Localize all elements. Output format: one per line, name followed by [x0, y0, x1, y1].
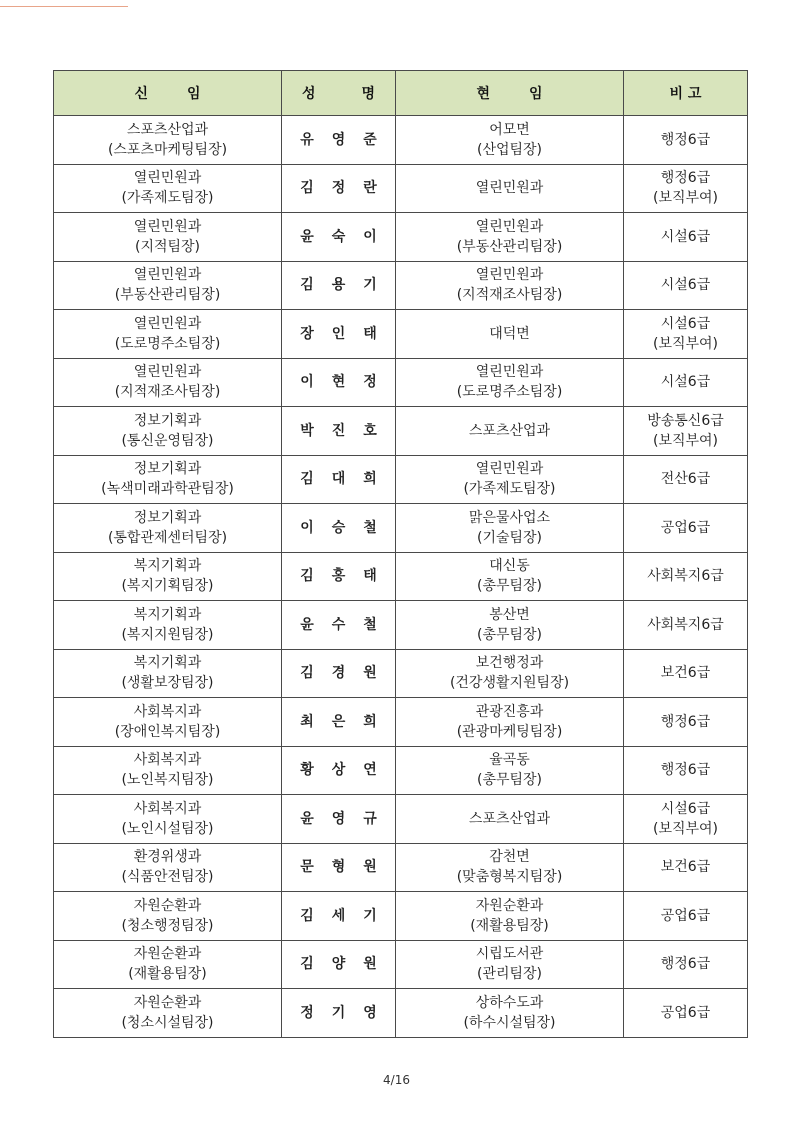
cell-note-line-1: 공업6급: [660, 519, 711, 536]
cell-current-post: [396, 358, 624, 407]
table-row: [54, 601, 748, 650]
cell-current-post: [396, 698, 624, 747]
cell-name: [282, 407, 396, 456]
cell-current-post-line-1: 봉산면: [489, 606, 530, 623]
cell-new-post: [54, 940, 282, 989]
table-row: [54, 698, 748, 747]
table-row: [54, 795, 748, 844]
cell-note-line-1: 행정6급: [660, 131, 711, 148]
person-name: 김양원: [300, 956, 395, 973]
cell-name: [282, 698, 396, 747]
header-name-part-b: 명: [361, 86, 375, 102]
person-name: 김정란: [300, 180, 395, 197]
cell-new-post-line-2: (지적팀장): [134, 238, 201, 255]
cell-current-post: [396, 213, 624, 262]
cell-note: [624, 843, 748, 892]
cell-current-post-line-2: (가족제도팀장): [463, 481, 556, 498]
cell-name: [282, 504, 396, 553]
cell-current-post-line-1: 열린민원과: [475, 180, 544, 197]
cell-new-post-line-2: (통합관제센터팀장): [107, 529, 228, 546]
cell-name: [282, 261, 396, 310]
person-name: 윤수철: [300, 616, 395, 633]
cell-current-post: [396, 649, 624, 698]
cell-current-post-line-2: (재활용팀장): [470, 917, 549, 934]
person-name: 김용기: [300, 277, 395, 294]
table-row: [54, 940, 748, 989]
cell-new-post: [54, 552, 282, 601]
cell-current-post-line-1: 열린민원과: [475, 461, 544, 478]
cell-note-line-1: 보건6급: [660, 859, 711, 876]
cell-current-post: [396, 601, 624, 650]
cell-note-line-1: 행정6급: [660, 956, 711, 973]
cell-current-post-line-1: 시립도서관: [475, 946, 544, 963]
cell-current-post-line-1: 보건행정과: [475, 655, 544, 672]
table-row: [54, 310, 748, 359]
person-name: 이승철: [300, 519, 395, 536]
cell-new-post: [54, 116, 282, 165]
cell-new-post: [54, 746, 282, 795]
cell-new-post: [54, 261, 282, 310]
cell-name: [282, 649, 396, 698]
cell-name: [282, 843, 396, 892]
table-row: [54, 843, 748, 892]
cell-current-post-line-2: (총무팀장): [476, 578, 543, 595]
cell-current-post: [396, 164, 624, 213]
cell-current-post-line-2: (총무팀장): [476, 772, 543, 789]
cell-new-post-line-1: 사회복지과: [133, 752, 202, 769]
cell-new-post: [54, 407, 282, 456]
cell-new-post-line-2: (노인시설팀장): [121, 820, 214, 837]
cell-name: [282, 892, 396, 941]
cell-new-post-line-2: (재활용팀장): [128, 966, 207, 983]
cell-note-line-1: 시설6급: [660, 800, 711, 817]
person-name: 김대희: [300, 471, 395, 488]
cell-note: [624, 213, 748, 262]
cell-note: [624, 552, 748, 601]
cell-new-post-line-1: 정보기획과: [133, 461, 202, 478]
cell-new-post-line-2: (복지기획팀장): [121, 578, 214, 595]
cell-new-post-line-2: (청소시설팀장): [121, 1014, 214, 1031]
cell-note-line-1: 사회복지6급: [647, 568, 724, 585]
cell-name: [282, 213, 396, 262]
table-row: [54, 455, 748, 504]
cell-name: [282, 164, 396, 213]
cell-current-post: [396, 843, 624, 892]
cell-new-post-line-1: 자원순환과: [133, 897, 202, 914]
cell-note-line-1: 시설6급: [660, 228, 711, 245]
cell-current-post-line-2: (관광마케팅팀장): [456, 723, 563, 740]
table-row: [54, 164, 748, 213]
table-row: [54, 116, 748, 165]
cell-new-post-line-1: 사회복지과: [133, 800, 202, 817]
cell-new-post-line-2: (식품안전팀장): [121, 869, 214, 886]
cell-note: [624, 892, 748, 941]
cell-new-post: [54, 649, 282, 698]
cell-name: [282, 940, 396, 989]
cell-current-post: [396, 504, 624, 553]
cell-new-post-line-2: (부동산관리팀장): [114, 287, 221, 304]
cell-name: [282, 552, 396, 601]
cell-new-post-line-2: (스포츠마케팅팀장): [107, 141, 228, 158]
cell-new-post-line-1: 환경위생과: [133, 849, 202, 866]
cell-current-post-line-2: (도로명주소팀장): [456, 384, 563, 401]
person-name: 김홍태: [300, 568, 395, 585]
cell-new-post: [54, 504, 282, 553]
cell-current-post: [396, 746, 624, 795]
cell-new-post-line-2: (녹색미래과학관팀장): [101, 481, 234, 498]
cell-note-line-1: 시설6급: [660, 277, 711, 294]
table-header-row: [54, 71, 748, 116]
cell-new-post-line-1: 정보기획과: [133, 412, 202, 429]
cell-name: [282, 310, 396, 359]
corner-mark-line: [0, 6, 128, 7]
cell-new-post: [54, 892, 282, 941]
header-current-post: 현 임: [396, 71, 624, 116]
person-name: 김세기: [300, 907, 395, 924]
table-body: [54, 116, 748, 1038]
cell-name: [282, 358, 396, 407]
cell-note: [624, 116, 748, 165]
cell-new-post-line-1: 열린민원과: [133, 218, 202, 235]
personnel-table: [53, 70, 748, 1038]
cell-current-post: [396, 310, 624, 359]
cell-current-post-line-1: 열린민원과: [475, 218, 544, 235]
cell-current-post-line-1: 율곡동: [489, 752, 530, 769]
cell-note-line-1: 행정6급: [660, 762, 711, 779]
cell-current-post: [396, 261, 624, 310]
cell-new-post-line-2: (가족제도팀장): [121, 190, 214, 207]
cell-new-post-line-2: (생활보장팀장): [121, 675, 214, 692]
cell-new-post: [54, 164, 282, 213]
cell-note: [624, 795, 748, 844]
cell-new-post-line-1: 복지기획과: [133, 558, 202, 575]
cell-note-line-1: 시설6급: [660, 315, 711, 332]
table-row: [54, 746, 748, 795]
cell-current-post-line-2: (총무팀장): [476, 626, 543, 643]
cell-new-post-line-2: (통신운영팀장): [121, 432, 214, 449]
cell-current-post: [396, 552, 624, 601]
cell-new-post-line-1: 열린민원과: [133, 170, 202, 187]
cell-name: [282, 795, 396, 844]
cell-current-post: [396, 989, 624, 1038]
cell-note-line-1: 공업6급: [660, 907, 711, 924]
cell-note-line-1: 공업6급: [660, 1004, 711, 1021]
cell-current-post-line-1: 열린민원과: [475, 364, 544, 381]
cell-note-line-2: (보직부여): [652, 335, 719, 352]
cell-new-post: [54, 843, 282, 892]
cell-new-post-line-1: 열린민원과: [133, 364, 202, 381]
person-name: 정기영: [300, 1004, 395, 1021]
cell-new-post: [54, 795, 282, 844]
cell-current-post-line-2: (맞춤형복지팀장): [456, 869, 563, 886]
cell-name: [282, 601, 396, 650]
cell-name: [282, 989, 396, 1038]
cell-new-post: [54, 989, 282, 1038]
cell-current-post-line-2: (하수시설팀장): [463, 1014, 556, 1031]
header-name-part-a: 성: [302, 86, 316, 102]
cell-new-post-line-1: 정보기획과: [133, 509, 202, 526]
cell-new-post-line-1: 자원순환과: [133, 994, 202, 1011]
table-row: [54, 213, 748, 262]
table-row: [54, 504, 748, 553]
cell-note: [624, 261, 748, 310]
cell-note-line-1: 전산6급: [660, 471, 711, 488]
cell-new-post-line-2: (청소행정팀장): [121, 917, 214, 934]
cell-new-post-line-2: (지적재조사팀장): [114, 384, 221, 401]
cell-new-post-line-2: (노인복지팀장): [121, 772, 214, 789]
cell-name: [282, 116, 396, 165]
cell-current-post-line-1: 자원순환과: [475, 897, 544, 914]
cell-new-post-line-2: (도로명주소팀장): [114, 335, 221, 352]
person-name: 장인태: [300, 325, 395, 342]
table-row: [54, 407, 748, 456]
cell-current-post-line-2: (기술팀장): [476, 529, 543, 546]
cell-current-post-line-2: (관리팀장): [476, 966, 543, 983]
cell-current-post: [396, 892, 624, 941]
cell-note-line-1: 행정6급: [660, 713, 711, 730]
person-name: 황상연: [300, 762, 395, 779]
cell-note: [624, 746, 748, 795]
person-name: 김경원: [300, 665, 395, 682]
cell-new-post: [54, 455, 282, 504]
table-row: [54, 892, 748, 941]
cell-current-post-line-1: 감천면: [489, 849, 530, 866]
cell-note-line-1: 시설6급: [660, 374, 711, 391]
cell-name: [282, 746, 396, 795]
header-note: 비 고: [624, 71, 748, 116]
cell-current-post-line-1: 상하수도과: [475, 994, 544, 1011]
person-name: 최은희: [300, 713, 395, 730]
page-number: 4/16: [383, 1073, 410, 1087]
table-row: [54, 989, 748, 1038]
person-name: 윤숙이: [300, 228, 395, 245]
cell-current-post-line-1: 대신동: [489, 558, 530, 575]
cell-note: [624, 504, 748, 553]
cell-new-post-line-1: 복지기획과: [133, 655, 202, 672]
cell-current-post-line-1: 관광진흥과: [475, 703, 544, 720]
cell-new-post: [54, 358, 282, 407]
cell-current-post-line-2: (지적재조사팀장): [456, 287, 563, 304]
table-row: [54, 358, 748, 407]
cell-current-post-line-1: 맑은물사업소: [468, 509, 551, 526]
cell-note-line-1: 보건6급: [660, 665, 711, 682]
table-row: [54, 552, 748, 601]
cell-note-line-2: (보직부여): [652, 820, 719, 837]
person-name: 이현정: [300, 374, 395, 391]
cell-current-post: [396, 407, 624, 456]
cell-current-post: [396, 455, 624, 504]
cell-new-post: [54, 601, 282, 650]
cell-new-post-line-2: (복지지원팀장): [121, 626, 214, 643]
person-name: 윤영규: [300, 810, 395, 827]
cell-new-post-line-2: (장애인복지팀장): [114, 723, 221, 740]
cell-note: [624, 698, 748, 747]
cell-new-post-line-1: 자원순환과: [133, 946, 202, 963]
cell-current-post-line-1: 대덕면: [489, 325, 530, 342]
table-row: [54, 649, 748, 698]
cell-note: [624, 164, 748, 213]
cell-note-line-2: (보직부여): [652, 190, 719, 207]
cell-note-line-2: (보직부여): [652, 432, 719, 449]
cell-note: [624, 310, 748, 359]
cell-new-post-line-1: 열린민원과: [133, 267, 202, 284]
header-new-post: 신 임: [54, 71, 282, 116]
cell-current-post: [396, 116, 624, 165]
cell-new-post-line-1: 스포츠산업과: [126, 121, 209, 138]
cell-current-post: [396, 795, 624, 844]
cell-current-post-line-1: 열린민원과: [475, 267, 544, 284]
cell-new-post: [54, 698, 282, 747]
cell-note-line-1: 사회복지6급: [647, 616, 724, 633]
person-name: 유영준: [300, 131, 395, 148]
cell-current-post-line-2: (산업팀장): [476, 141, 543, 158]
cell-note: [624, 940, 748, 989]
cell-new-post: [54, 310, 282, 359]
cell-note: [624, 649, 748, 698]
cell-note: [624, 455, 748, 504]
cell-note-line-1: 행정6급: [660, 170, 711, 187]
cell-new-post-line-1: 사회복지과: [133, 703, 202, 720]
cell-new-post: [54, 213, 282, 262]
table-row: [54, 261, 748, 310]
cell-current-post-line-1: 스포츠산업과: [468, 810, 551, 827]
person-name: 문형원: [300, 859, 395, 876]
cell-new-post-line-1: 복지기획과: [133, 606, 202, 623]
cell-current-post-line-2: (건강생활지원팀장): [449, 675, 570, 692]
cell-new-post-line-1: 열린민원과: [133, 315, 202, 332]
person-name: 박진호: [300, 422, 395, 439]
cell-current-post-line-2: (부동산관리팀장): [456, 238, 563, 255]
cell-note: [624, 358, 748, 407]
cell-current-post-line-1: 스포츠산업과: [468, 422, 551, 439]
cell-note: [624, 407, 748, 456]
cell-current-post-line-1: 어모면: [489, 121, 530, 138]
cell-note-line-1: 방송통신6급: [647, 412, 724, 429]
cell-note: [624, 601, 748, 650]
cell-current-post: [396, 940, 624, 989]
cell-note: [624, 989, 748, 1038]
cell-name: [282, 455, 396, 504]
header-name: [282, 71, 396, 116]
